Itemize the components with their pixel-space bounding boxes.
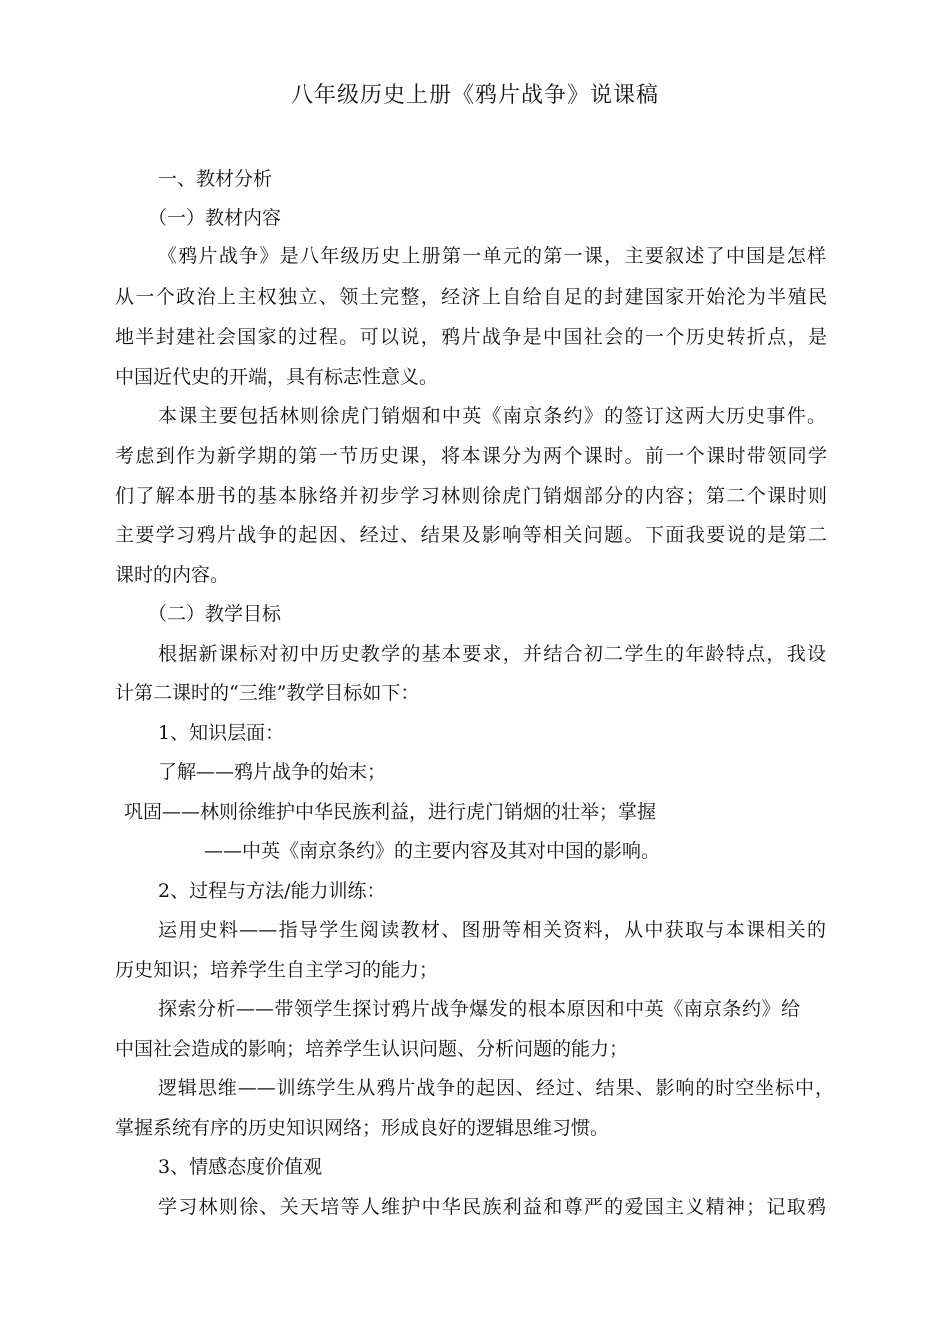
- subsection-heading-goals: （二）教学目标: [148, 603, 282, 625]
- list-item: 了解——鸦片战争的始末；: [158, 761, 387, 783]
- paragraph-line: 《鸦片战争》是八年级历史上册第一单元的第一课，主要叙述了中国是怎样: [158, 245, 826, 267]
- document-title: 八年级历史上册《鸦片战争》说课稿: [290, 83, 659, 108]
- paragraph-line: 中国近代史的开端，具有标志性意义。: [115, 366, 439, 388]
- paragraph-line: 学习林则徐、关天培等人维护中华民族利益和尊严的爱国主义精神；记取鸦: [158, 1196, 826, 1218]
- paragraph-line: 根据新课标对初中历史教学的基本要求，并结合初二学生的年龄特点，我设: [158, 643, 826, 665]
- list-item: 巩固——林则徐维护中华民族利益，进行虎门销烟的壮举；掌握: [124, 801, 657, 823]
- list-item: ——中英《南京条约》的主要内容及其对中国的影响。: [204, 840, 661, 862]
- goal-heading-values: 3、情感态度价值观: [158, 1156, 323, 1178]
- paragraph-line: 历史知识；培养学生自主学习的能力；: [115, 959, 439, 981]
- paragraph-line: 们了解本册书的基本脉络并初步学习林则徐虎门销烟部分的内容；第二个课时则: [115, 485, 827, 507]
- section-heading-textbook-analysis: 一、教材分析: [158, 168, 273, 190]
- paragraph-line: 掌握系统有序的历史知识网络；形成良好的逻辑思维习惯。: [115, 1117, 610, 1139]
- paragraph-line: 主要学习鸦片战争的起因、经过、结果及影响等相关问题。下面我要说的是第二: [115, 524, 827, 546]
- paragraph-line: 本课主要包括林则徐虎门销烟和中英《南京条约》的签订这两大历史事件。: [158, 405, 826, 427]
- paragraph-line: 探索分析——带领学生探讨鸦片战争爆发的根本原因和中英《南京条约》给: [158, 998, 800, 1020]
- paragraph-line: 课时的内容。: [115, 564, 230, 586]
- paragraph-line: 逻辑思维——训练学生从鸦片战争的起因、经过、结果、影响的时空坐标中，: [158, 1077, 834, 1099]
- paragraph-line: 从一个政治上主权独立、领土完整，经济上自给自足的封建国家开始沦为半殖民: [115, 286, 827, 308]
- paragraph-line: 地半封建社会国家的过程。可以说，鸦片战争是中国社会的一个历史转折点，是: [115, 326, 827, 348]
- paragraph-line: 计第二课时的“三维”教学目标如下：: [115, 682, 420, 704]
- subsection-heading-content: （一）教材内容: [148, 207, 282, 229]
- paragraph-line: 运用史料——指导学生阅读教材、图册等相关资料，从中获取与本课相关的: [158, 919, 826, 941]
- goal-heading-process: 2、过程与方法/能力训练：: [158, 880, 386, 902]
- paragraph-line: 中国社会造成的影响；培养学生认识问题、分析问题的能力；: [115, 1038, 629, 1060]
- paragraph-line: 考虑到作为新学期的第一节历史课，将本课分为两个课时。前一个课时带领同学: [115, 445, 827, 467]
- goal-heading-knowledge: 1、知识层面：: [158, 722, 285, 744]
